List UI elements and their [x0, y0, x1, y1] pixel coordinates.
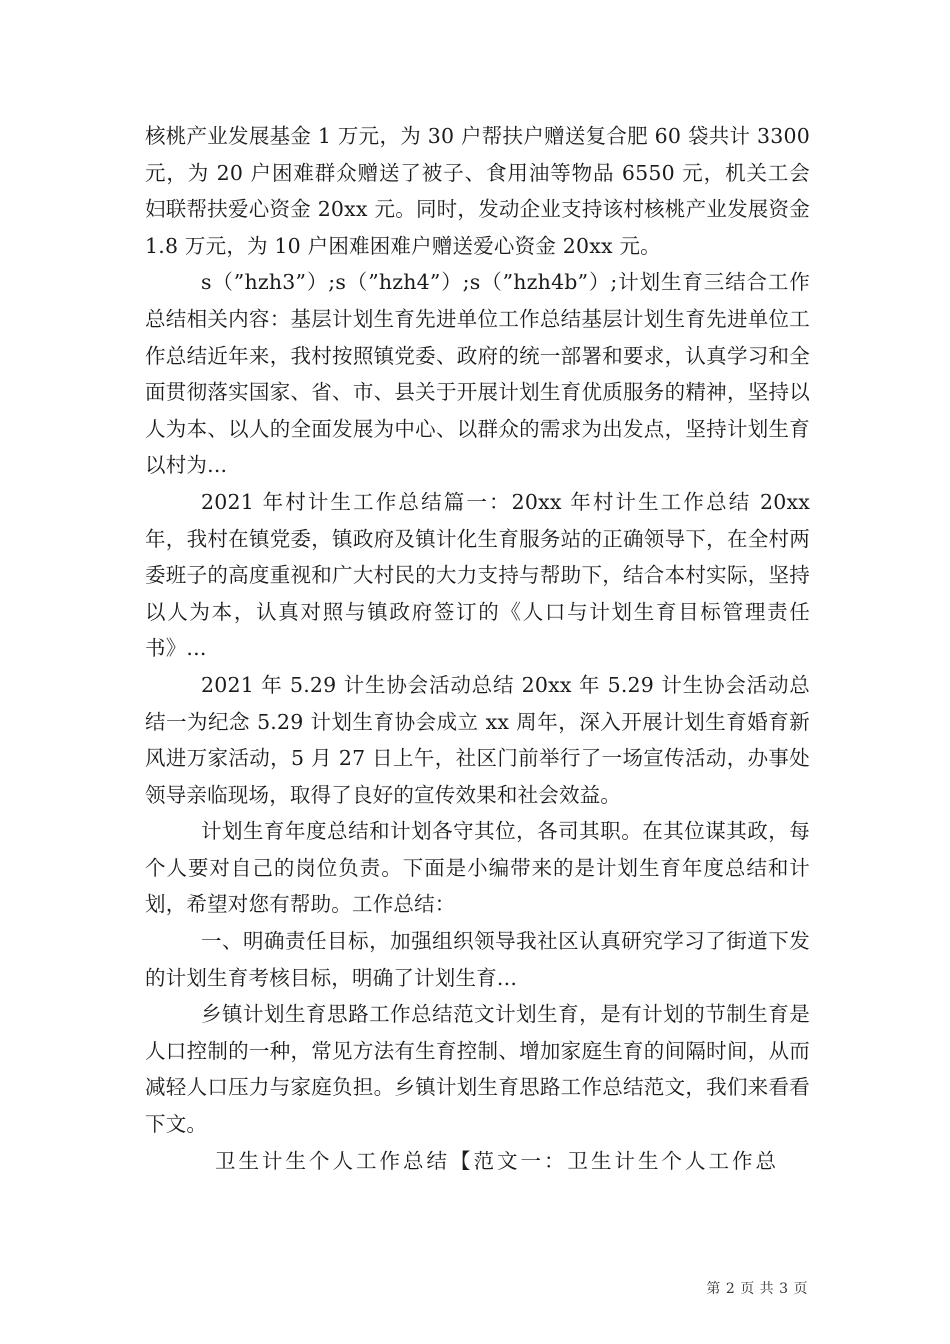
paragraph-health-personal-summary: 卫生计生个人工作总结【范文一：卫生计生个人工作总 [215, 1148, 779, 1173]
paragraph-annual-summary: 计划生育年度总结和计划各守其位，各司其职。在其位谋其政，每个人要对自己的岗位负责。下面是小编带来的是计划生育年度总结和计划，希望对您有帮助。工作总结： [145, 819, 810, 917]
paragraph-association-activity: 2021 年 5.29 计生协会活动总结 20xx 年 5.29 计生协会活动总结一为纪念 5.29 计划生育协会成立 xx 周年，深入开展计划生育婚育新风进万家活动，5 月 27 日上午，社区门前举行了一场宣传活动，办事处领导亲临现场，取得了良好的宣传效果和社会效益。 [145, 672, 810, 807]
paragraph-township-summary: 乡镇计划生育思路工作总结范文计划生育，是有计划的节制生育是人口控制的一种，常见方法有生育控制、增加家庭生育的间隔时间，从而减轻人口压力与家庭负担。乡镇计划生育思路工作总结范文，我们来看看下文。 [145, 1002, 810, 1137]
document-body [145, 118, 810, 1179]
paragraph-hzh-summary: s（”hzh3”）;s（”hzh4”）;s（”hzh4b”）;计划生育三结合工作总结相关内容：基层计划生育先进单位工作总结基层计划生育先进单位工作总结近年来，我村按照镇党委、政府的统一部署和要求，认真学习和全面贯彻落实国家、省、市、县关于开展计划生育优质服务的精神，坚持以人为本、以人的全面发展为中心、以群众的需求为出发点，坚持计划生育以村为... [145, 270, 810, 478]
paragraph-responsibility-goal: 一、明确责任目标，加强组织领导我社区认真研究学习了街道下发的计划生育考核目标，明确了计划生育... [145, 929, 810, 990]
paragraph-village-summary: 2021 年村计生工作总结篇一：20xx 年村计生工作总结 20xx 年，我村在镇党委，镇政府及镇计化生育服务站的正确领导下，在全村两委班子的高度重视和广大村民的大力支持与帮助下，结合本村实际，坚持以人为本，认真对照与镇政府签订的《人口与计划生育目标管理责任书》... [145, 489, 810, 661]
paragraph-continuation: 核桃产业发展基金 1 万元，为 30 户帮扶户赠送复合肥 60 袋共计 3300 元，为 20 户困难群众赠送了被子、食用油等物品 6550 元，机关工会妇联帮扶爱心资金 20xx 元。同时，发动企业支持该村核桃产业发展资金 1.8 万元，为 10 户困难困难户赠送爱心资金 20xx 元。 [145, 124, 810, 258]
page-number: 第 2 页 共 3 页 [706, 1281, 808, 1297]
